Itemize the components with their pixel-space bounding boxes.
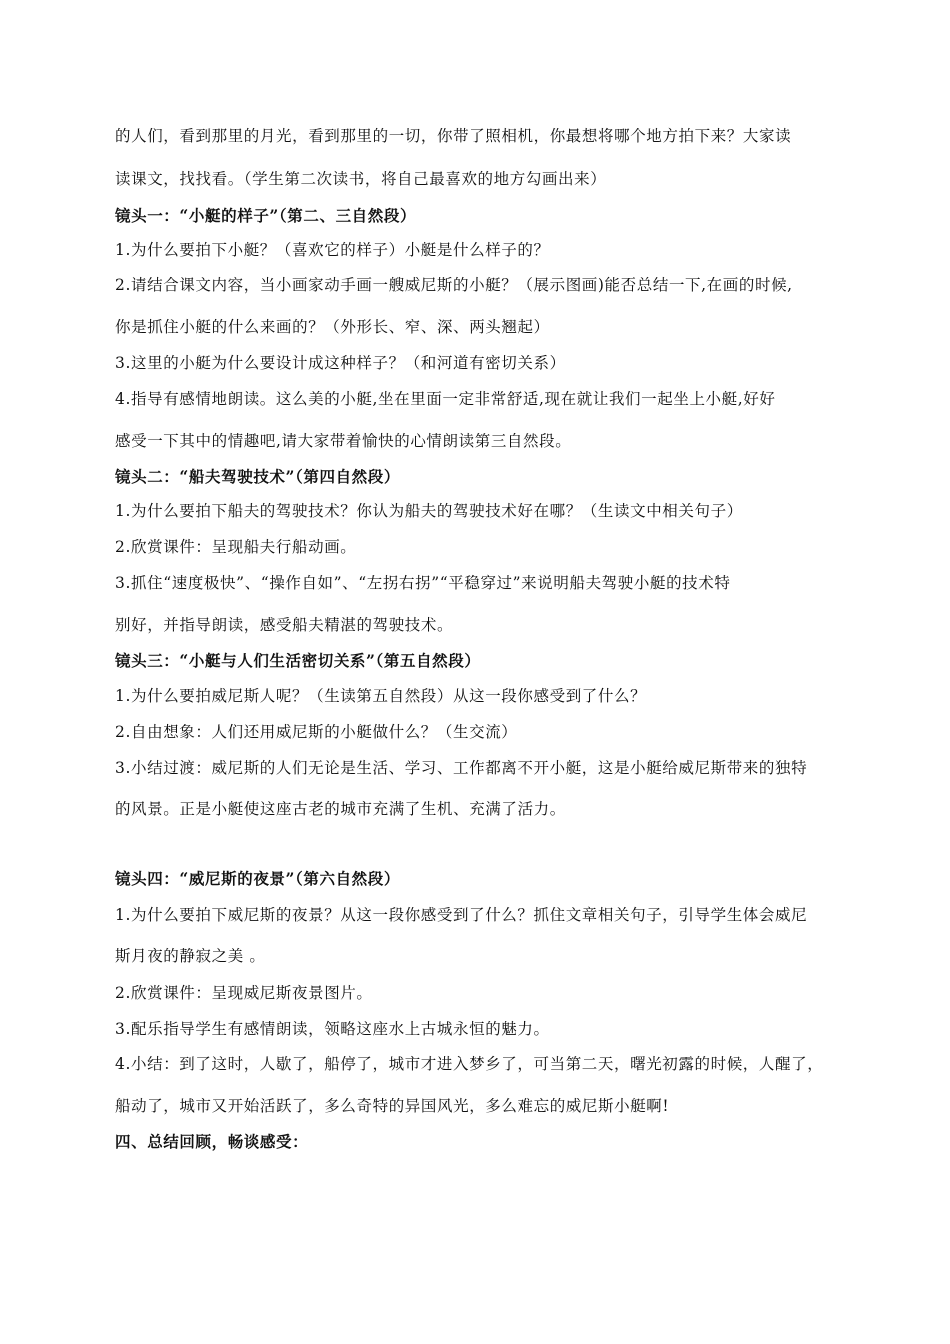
section-heading-shot-1: 镜头一：“小艇的样子”（第二、三自然段） xyxy=(115,206,417,225)
paragraph-line: 2.自由想象：人们还用威尼斯的小艇做什么？（生交流） xyxy=(115,723,518,741)
paragraph-line: 3.这里的小艇为什么要设计成这种样子？（和河道有密切关系） xyxy=(115,354,566,372)
paragraph-line: 3.小结过渡：威尼斯的人们无论是生活、学习、工作都离不开小艇，这是小艇给威尼斯带来的独特 xyxy=(115,759,808,777)
section-heading-shot-2: 镜头二：“船夫驾驶技术”（第四自然段） xyxy=(115,467,400,486)
paragraph-line: 你是抓住小艇的什么来画的？（外形长、窄、深、两头翘起） xyxy=(115,318,550,336)
paragraph-line: 2.请结合课文内容，当小画家动手画一艘威尼斯的小艇？（展示图画)能否总结一下,在画的时候, xyxy=(115,276,793,294)
paragraph-line: 3.配乐指导学生有感情朗读，领略这座水上古城永恒的魅力。 xyxy=(115,1020,550,1038)
section-heading-summary: 四、总结回顾，畅谈感受： xyxy=(115,1132,309,1151)
paragraph-line: 2.欣赏课件：呈现船夫行船动画。 xyxy=(115,538,357,556)
paragraph-line: 1.为什么要拍下威尼斯的夜景？从这一段你感受到了什么？抓住文章相关句子，引导学生体会威尼 xyxy=(115,906,808,924)
paragraph-line: 4.指导有感情地朗读。这么美的小艇,坐在里面一定非常舒适,现在就让我们一起坐上小艇,好好 xyxy=(115,390,776,408)
paragraph-line: 的人们，看到那里的月光，看到那里的一切，你带了照相机，你最想将哪个地方拍下来？大家读 xyxy=(115,127,792,145)
section-heading-shot-3: 镜头三：“小艇与人们生活密切关系”（第五自然段） xyxy=(115,651,481,670)
paragraph-line: 读课文，找找看。（学生第二次读书，将自己最喜欢的地方勾画出来） xyxy=(115,170,607,188)
paragraph-line: 船动了，城市又开始活跃了，多么奇特的异国风光，多么难忘的威尼斯小艇啊! xyxy=(115,1097,670,1115)
paragraph-line: 3.抓住“速度极快”、“操作自如”、“左拐右拐”“平稳穿过”来说明船夫驾驶小艇的技术特 xyxy=(115,574,731,592)
paragraph-line: 的风景。正是小艇使这座古老的城市充满了生机、充满了活力。 xyxy=(115,800,566,818)
paragraph-line: 1.为什么要拍威尼斯人呢？（生读第五自然段）从这一段你感受到了什么？ xyxy=(115,687,647,705)
paragraph-line: 斯月夜的静寂之美 。 xyxy=(115,947,266,965)
paragraph-line: 2.欣赏课件：呈现威尼斯夜景图片。 xyxy=(115,984,373,1002)
paragraph-line: 4.小结：到了这时，人歇了，船停了，城市才进入梦乡了，可当第二天，曙光初露的时候，人醒了， xyxy=(115,1055,824,1073)
paragraph-line: 1.为什么要拍下小艇？（喜欢它的样子）小艇是什么样子的？ xyxy=(115,241,550,259)
paragraph-line: 1.为什么要拍下船夫的驾驶技术？你认为船夫的驾驶技术好在哪？（生读文中相关句子） xyxy=(115,502,743,520)
section-heading-shot-4: 镜头四：“威尼斯的夜景”（第六自然段） xyxy=(115,869,400,888)
paragraph-line: 感受一下其中的情趣吧,请大家带着愉快的心情朗读第三自然段。 xyxy=(115,432,572,450)
paragraph-line: 别好，并指导朗读，感受船夫精湛的驾驶技术。 xyxy=(115,616,454,634)
